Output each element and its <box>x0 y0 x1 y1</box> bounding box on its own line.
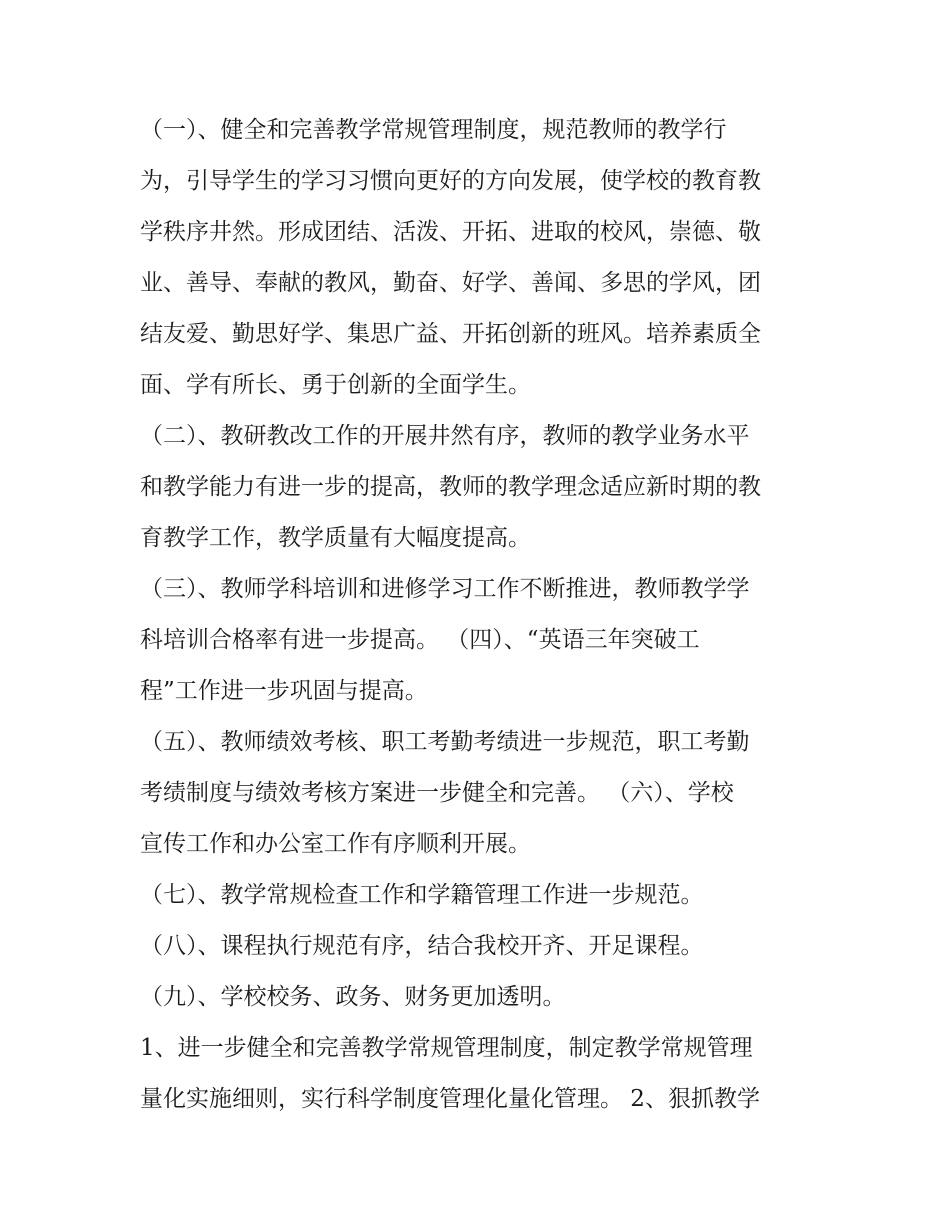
text-line-9: 育教学工作，教学质量有大幅度提高。 <box>140 525 531 551</box>
text-line-2: 为，引导学生的学习习惯向更好的方向发展，使学校的教育教 <box>140 168 761 194</box>
text-line-6: 面、学有所长、勇于创新的全面学生。 <box>140 372 531 398</box>
text-line-16: （七）、教学常规检查工作和学籍管理工作进一步规范。 <box>140 882 704 908</box>
text-line-1: （一）、健全和完善教学常规管理制度，规范教师的教学行 <box>140 117 727 143</box>
text-line-14: 考绩制度与绩效考核方案进一步健全和完善。 （六）、学校 <box>140 780 734 806</box>
text-line-7: （二）、教研教改工作的开展井然有序，教师的教学业务水平 <box>140 423 750 449</box>
text-line-3: 学秩序井然。形成团结、活泼、开拓、进取的校风，崇德、敬 <box>140 219 761 245</box>
text-line-8: 和教学能力有进一步的提高，教师的教学理念适应新时期的教 <box>140 474 761 500</box>
text-line-13: （五）、教师绩效考核、职工考勤考绩进一步规范，职工考勤 <box>140 729 750 755</box>
text-line-18: （九）、学校校务、政务、财务更加透明。 <box>140 984 566 1010</box>
text-line-11: 科培训合格率有进一步提高。 （四）、“英语三年突破工 <box>140 627 700 653</box>
text-line-17: （八）、课程执行规范有序，结合我校开齐、开足课程。 <box>140 933 704 959</box>
text-line-10: （三）、教师学科培训和进修学习工作不断推进，教师教学学 <box>140 576 750 602</box>
text-line-4: 业、善导、奉献的教风，勤奋、好学、善闻、多思的学风，团 <box>140 270 761 296</box>
text-line-20: 量化实施细则，实行科学制度管理化量化管理。 2、狠抓教学 <box>140 1086 760 1112</box>
text-line-15: 宣传工作和办公室工作有序顺利开展。 <box>140 831 531 857</box>
text-line-12: 程”工作进一步巩固与提高。 <box>140 678 428 704</box>
text-line-19: 1、进一步健全和完善教学常规管理制度，制定教学常规管理 <box>140 1035 753 1061</box>
text-line-5: 结友爱、勤思好学、集思广益、开拓创新的班风。培养素质全 <box>140 321 761 347</box>
